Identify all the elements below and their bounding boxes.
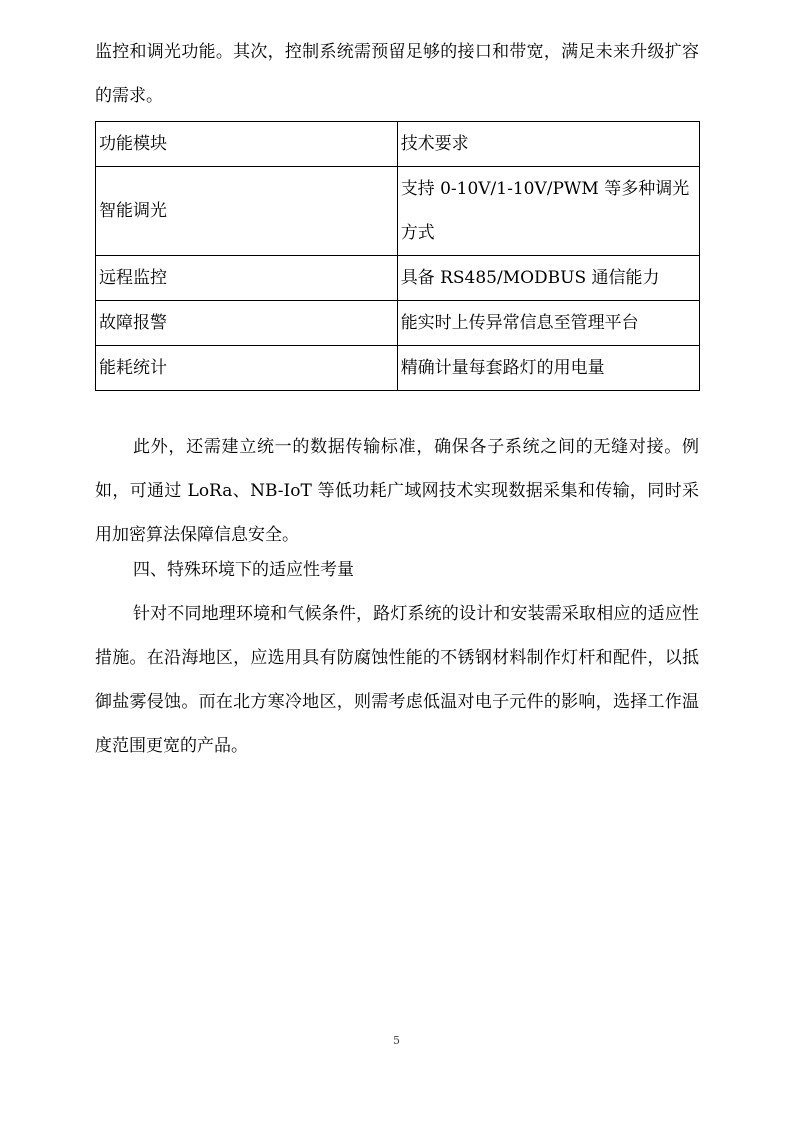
table-cell-module: 能耗统计 — [96, 346, 398, 391]
body-paragraph: 此外，还需建立统一的数据传输标准，确保各子系统之间的无缝对接。例如，可通过 LoRa、NB-IoT 等低功耗广域网技术实现数据采集和传输，同时采用加密算法保障信息安全。 — [95, 437, 699, 545]
table-header-requirement: 技术要求 — [397, 122, 699, 167]
section-heading: 四、特殊环境下的适应性考量 — [133, 560, 354, 580]
table-row — [96, 256, 700, 301]
table-cell-requirement: 支持 0-10V/1-10V/PWM 等多种调光方式 — [397, 167, 699, 256]
table-header-row — [96, 122, 700, 167]
table-header-module: 功能模块 — [96, 122, 398, 167]
table-cell-requirement: 能实时上传异常信息至管理平台 — [397, 301, 699, 346]
intro-paragraph: 监控和调光功能。其次，控制系统需预留足够的接口和带宽，满足未来升级扩容的需求。 — [95, 42, 699, 106]
table-row — [96, 167, 700, 256]
table-row — [96, 346, 700, 391]
table-cell-module: 故障报警 — [96, 301, 398, 346]
spec-table — [95, 121, 700, 391]
table-row — [96, 301, 700, 346]
table-cell-requirement: 具备 RS485/MODBUS 通信能力 — [397, 256, 699, 301]
table-cell-module: 智能调光 — [96, 167, 398, 256]
table-cell-module: 远程监控 — [96, 256, 398, 301]
body-paragraph: 针对不同地理环境和气候条件，路灯系统的设计和安装需采取相应的适应性措施。在沿海地区，应选用具有防腐蚀性能的不锈钢材料制作灯杆和配件，以抵御盐雾侵蚀。而在北方寒冷地区，则需考虑低温对电子元件的影响，选择工作温度范围更宽的产品。 — [95, 604, 699, 756]
page-number: 5 — [393, 1034, 400, 1047]
table-cell-requirement: 精确计量每套路灯的用电量 — [397, 346, 699, 391]
